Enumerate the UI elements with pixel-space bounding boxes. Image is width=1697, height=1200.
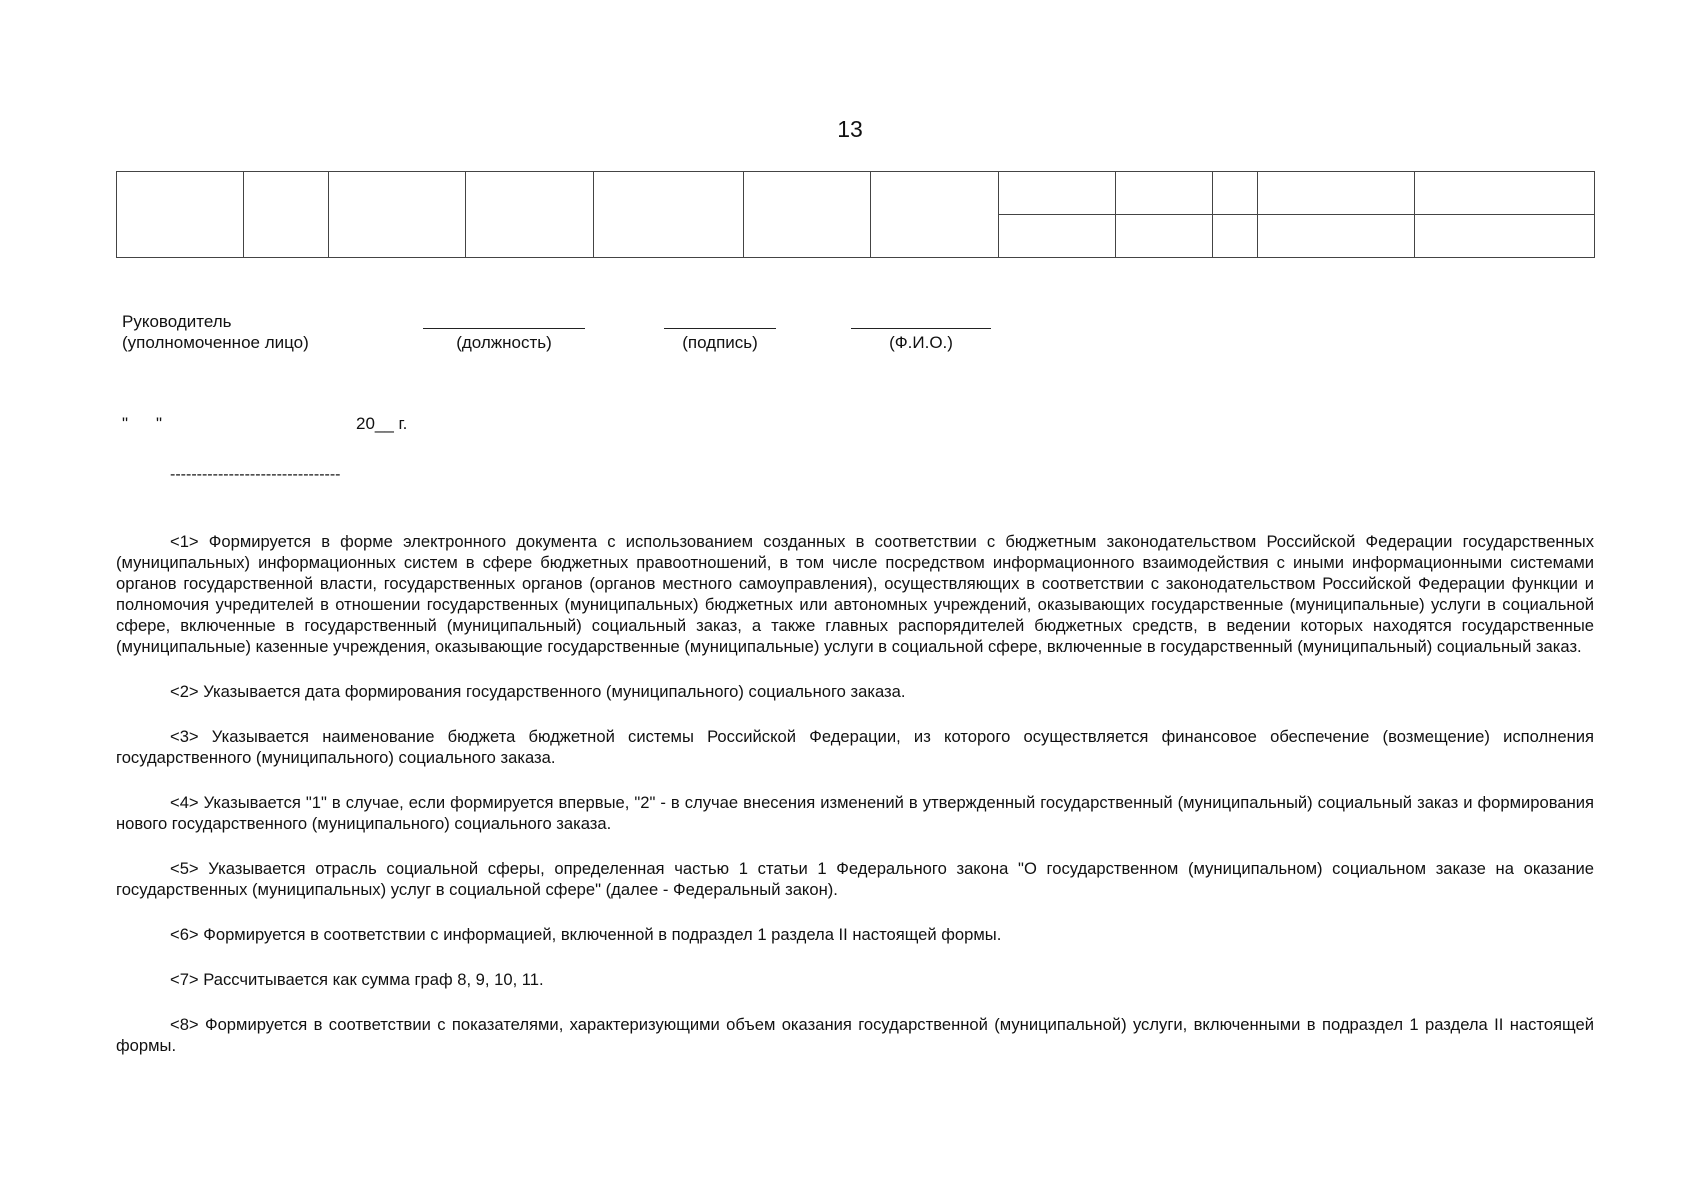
date-quote-close: " — [156, 414, 163, 433]
table-cell — [466, 172, 594, 258]
page-number: 13 — [837, 116, 863, 142]
signature-line — [664, 328, 776, 329]
name-line — [851, 328, 991, 329]
table-cell — [244, 172, 329, 258]
footnote-8: <8> Формируется в соответствии с показателями, характеризующими объем оказания государственной (муниципальной) услуги, включенными в подраздел 1 раздела II настоящей формы. — [116, 1015, 1594, 1055]
date-year: 20__ г. — [356, 414, 408, 433]
footnote-1: <1> Формируется в форме электронного документа с использованием созданных в соответствии с бюджетным законодательством Российской Федерации государственных (муниципальных) информационных систем в сфере бюджетных правоотношений, в том числе посредством информационного взаимодействия с иными информационными системами органов государственной власти, государственных органов (органов местного самоуправления), осуществляющих в соответствии с законодательством Российской Федерации функции и полномочия учредителей в отношении государственных (муниципальных) бюджетных или автономных учреждений, оказывающих государственные (муниципальные) услуги в социальной сфере, включенные в государственный (муниципальный) социальный заказ, а также главных распорядителей бюджетных средств, в ведении которых находятся государственные (муниципальные) казенные учреждения, оказывающие государственные (муниципальные) услуги в социальной сфере, включенные в государственный (муниципальный) социальный заказ. — [116, 532, 1594, 656]
footnote-6: <6> Формируется в соответствии с информацией, включенной в подраздел 1 раздела II настоящей формы. — [170, 925, 1002, 944]
table-cell — [999, 172, 1116, 215]
table-cell — [1213, 215, 1258, 258]
table-cell — [1116, 215, 1213, 258]
table-cell — [1258, 215, 1415, 258]
table-cell — [871, 172, 999, 258]
footnotes — [116, 531, 1594, 1080]
table-cell — [1258, 172, 1415, 215]
table-cell — [329, 172, 466, 258]
position-caption: (должность) — [456, 333, 552, 352]
table-cell — [594, 172, 744, 258]
signatory-title-line2: (уполномоченное лицо) — [122, 333, 309, 352]
date-quote-open: " — [122, 414, 129, 433]
footnote-5: <5> Указывается отрасль социальной сферы, определенная частью 1 статьи 1 Федерального закона "О государственном (муниципальном) социальном заказе на оказание государственных (муниципальных) услуг в социальной сфере" (далее - Федеральный закон). — [116, 859, 1594, 899]
position-line — [423, 328, 585, 329]
table-cell — [744, 172, 871, 258]
footnote-separator: -------------------------------- — [170, 466, 341, 483]
table-cell — [1213, 172, 1258, 215]
table-cell — [999, 215, 1116, 258]
form-table — [116, 171, 1595, 258]
table-cell — [117, 172, 244, 258]
footnote-4: <4> Указывается "1" в случае, если формируется впервые, "2" - в случае внесения изменений в утвержденный государственный (муниципальный) социальный заказ и формирования нового государственного (муниципального) социального заказа. — [116, 793, 1594, 833]
table-cell — [1415, 215, 1595, 258]
footnote-7: <7> Рассчитывается как сумма граф 8, 9, 10, 11. — [170, 970, 544, 989]
footnote-2: <2> Указывается дата формирования государственного (муниципального) социального заказа. — [170, 682, 906, 701]
table-cell — [1116, 172, 1213, 215]
footnote-3: <3> Указывается наименование бюджета бюджетной системы Российской Федерации, из которого осуществляется финансовое обеспечение (возмещение) исполнения государственного (муниципального) социального заказа. — [116, 727, 1594, 767]
signatory-title-line1: Руководитель — [122, 312, 232, 331]
signature-caption: (подпись) — [682, 333, 758, 352]
table-cell — [1415, 172, 1595, 215]
signatory-title — [122, 311, 309, 353]
name-caption: (Ф.И.О.) — [889, 333, 953, 352]
